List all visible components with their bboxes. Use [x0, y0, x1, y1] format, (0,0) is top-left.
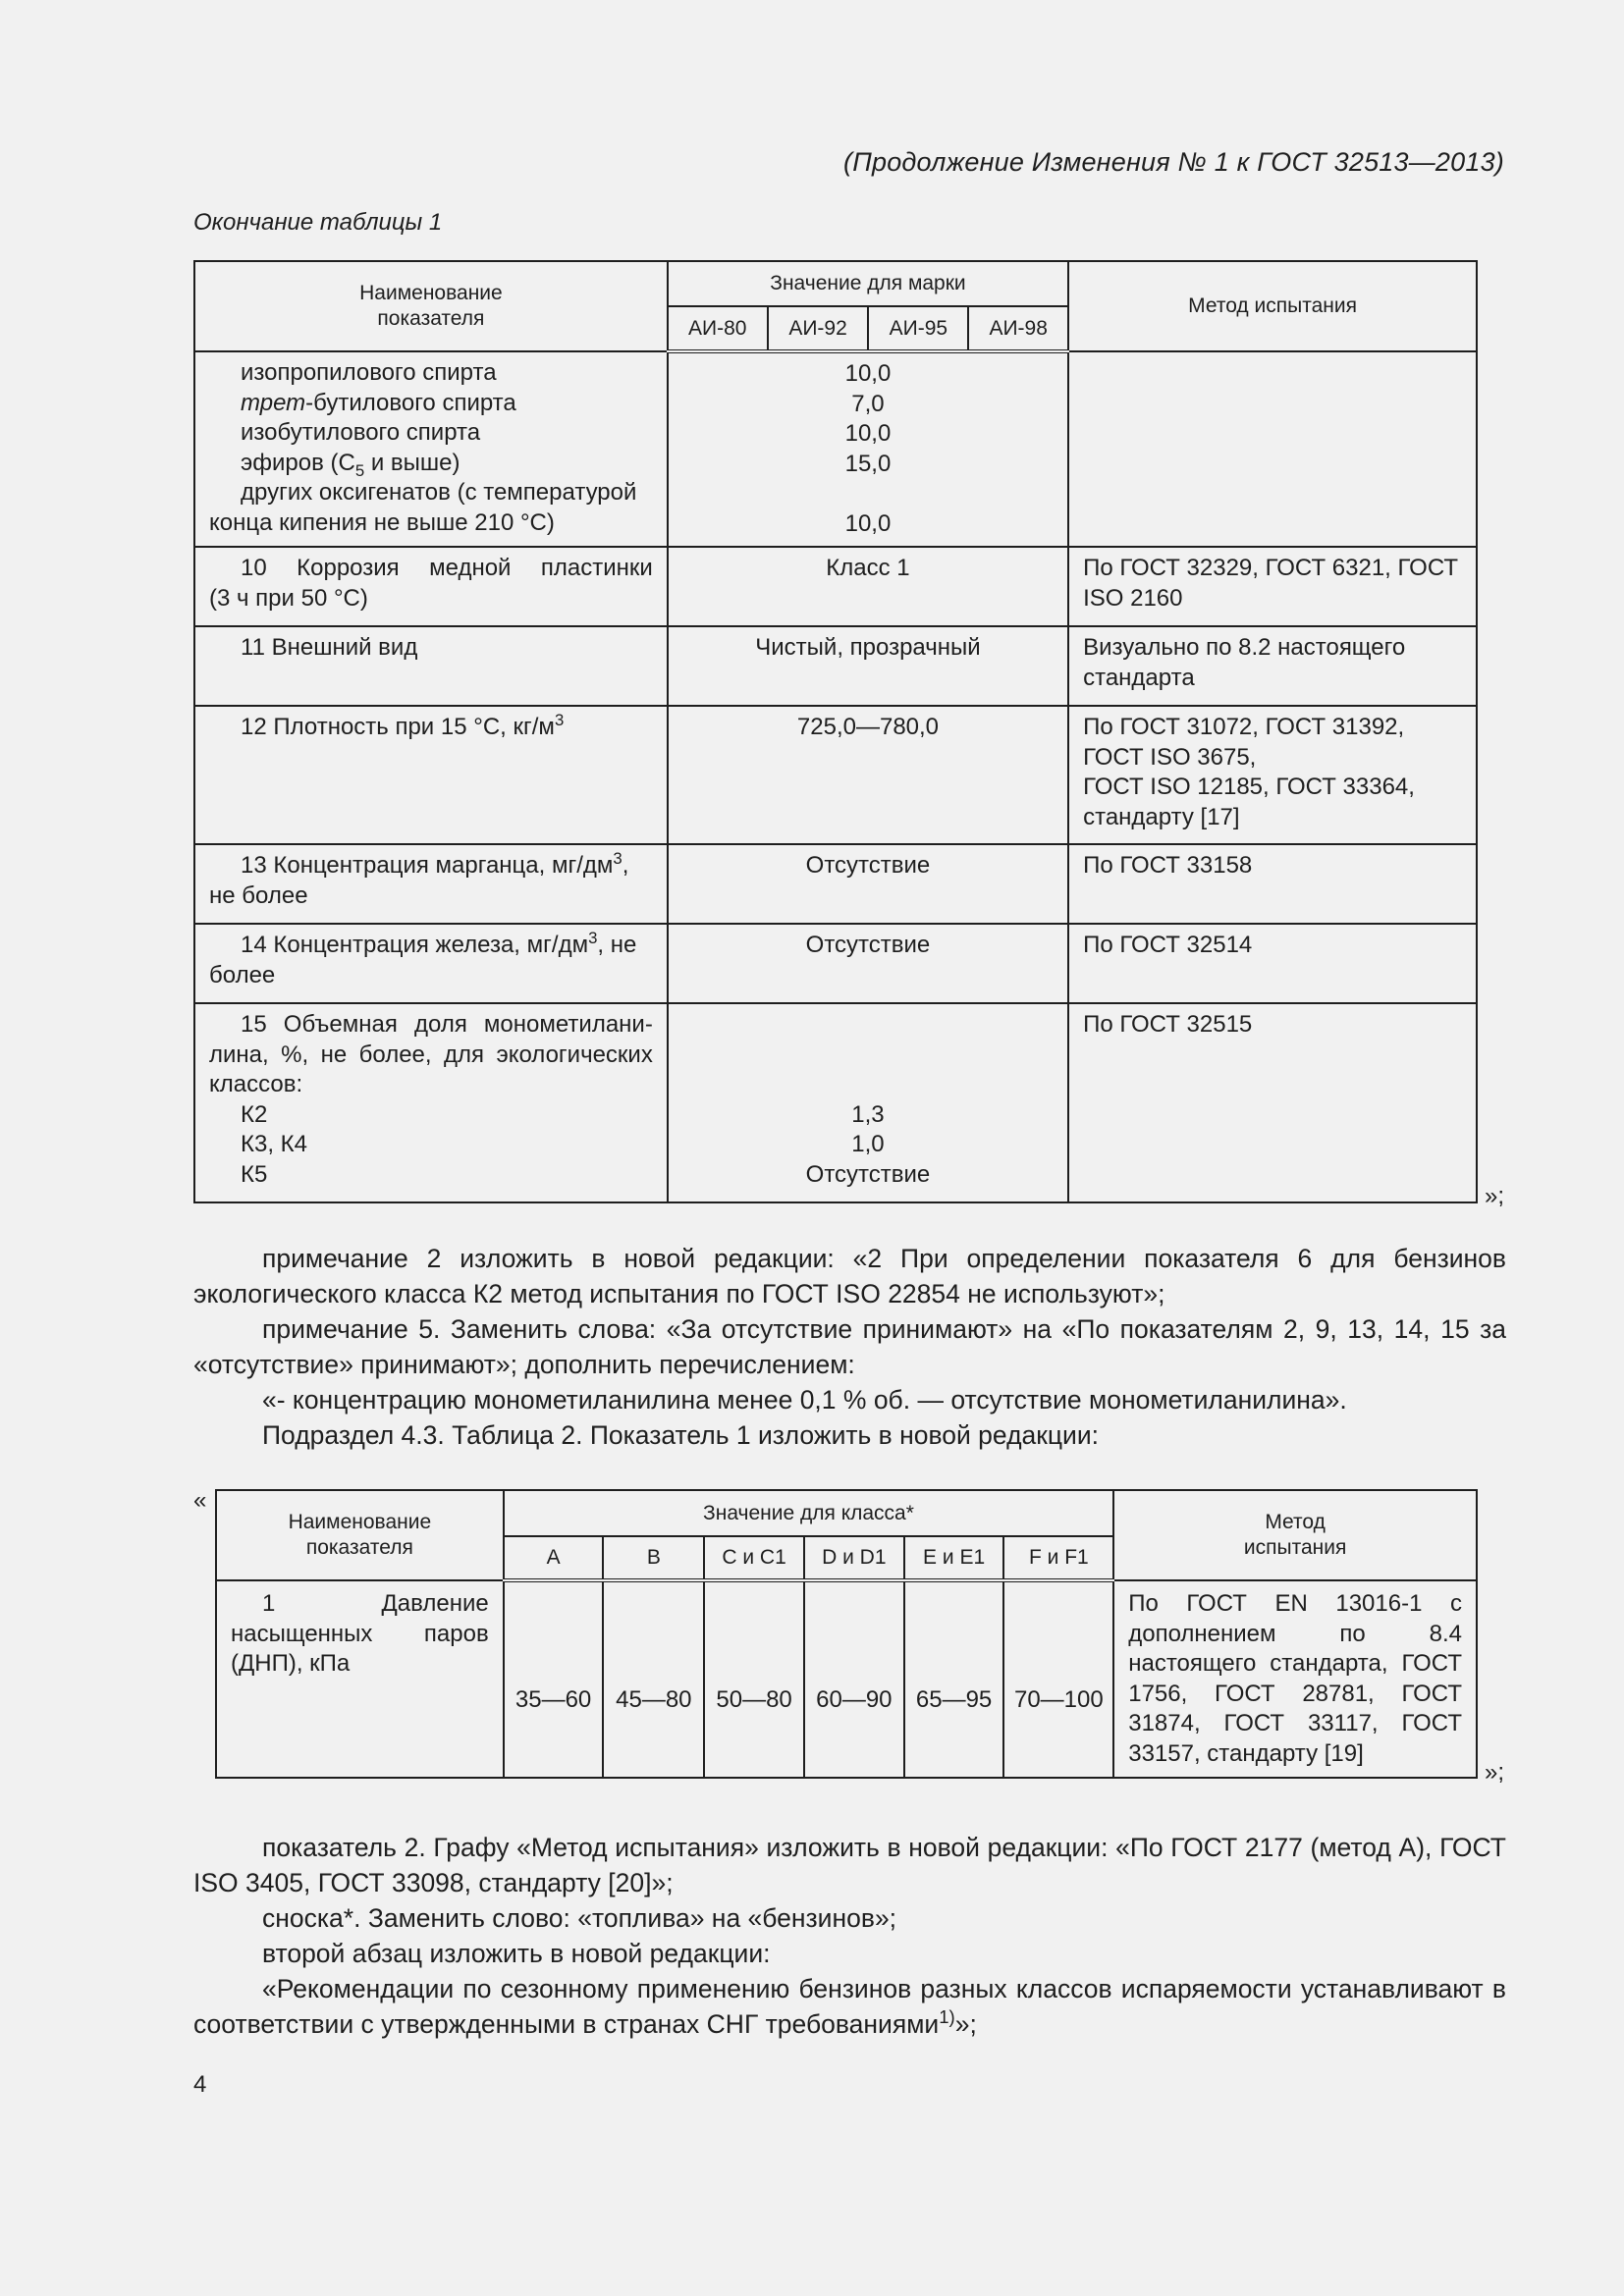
table-2 — [215, 1489, 1478, 1779]
method-iron: По ГОСТ 32514 — [1068, 924, 1477, 1003]
table-caption: Окончание таблицы 1 — [193, 209, 443, 236]
cell-corrosion: 10 Коррозия медной пластинки — [241, 555, 653, 581]
table2-close-quote: »; — [1485, 1759, 1505, 1786]
table-row — [194, 351, 1477, 547]
method-corrosion: По ГОСТ 32329, ГОСТ 6321, ГОСТ ISO 2160 — [1068, 547, 1477, 626]
method-density: По ГОСТ 31072, ГОСТ 31392, ГОСТ ISO 3675, ГОСТ ISO 12185, ГОСТ 33364, стандарту [17] — [1068, 706, 1477, 844]
value-iron: Отсутствие — [668, 924, 1068, 1003]
method-vapor-pressure: По ГОСТ EN 13016-1 с дополнением по 8.4 настоящего стандарта, ГОСТ 1756, ГОСТ 28781, ГОСТ 31874, ГОСТ 33117, ГОСТ 33157, стандарту [19] — [1113, 1580, 1477, 1778]
cell-mma: 15 Объемная доля монометилани- — [241, 1011, 653, 1038]
class-e: Е и Е1 — [904, 1536, 1004, 1580]
class-k5: К5 — [241, 1160, 268, 1188]
cell-mma-cont2: классов: — [209, 1071, 303, 1097]
value-other: 10,0 — [844, 509, 892, 537]
table-row — [194, 1003, 1477, 1202]
table-row — [194, 706, 1477, 844]
paragraph: примечание 2 изложить в новой редакции: «2 При определении показателя 6 для бензинов экологического класса К2 метод испытания по ГОСТ ISO 22854 не используют»; — [193, 1244, 1506, 1308]
cell-manganese: 13 Концентрация марганца, $мг/дм^3$, — [241, 849, 629, 879]
class-d: D и D1 — [804, 1536, 904, 1580]
page-number: 4 — [193, 2071, 207, 2098]
value-class-a: 35—60 — [504, 1580, 604, 1778]
paragraph: второй абзац изложить в новой редакции: — [262, 1939, 771, 1968]
value-class-e: 65—95 — [904, 1580, 1004, 1778]
value-ethers: 15,0 — [844, 450, 892, 477]
cell-mma-cont: лина, %, не более, для экологических — [209, 1041, 653, 1068]
col-header-name: Наименование показателя — [194, 261, 668, 351]
class-b: В — [603, 1536, 704, 1580]
value-density: 725,0—780,0 — [668, 706, 1068, 844]
class-f: F и F1 — [1003, 1536, 1113, 1580]
cell-isopropyl: изопропилового спирта — [241, 359, 497, 386]
table2-open-quote: « — [193, 1487, 207, 1514]
class-k2: К2 — [241, 1100, 268, 1128]
value-class-d: 60—90 — [804, 1580, 904, 1778]
col-header-value: Значение для класса* — [504, 1490, 1114, 1536]
value-mma-k5: Отсутствие — [805, 1160, 931, 1188]
class-a: А — [504, 1536, 604, 1580]
value-class-f: 70—100 — [1003, 1580, 1113, 1778]
paragraph: Подраздел 4.3. Таблица 2. Показатель 1 изложить в новой редакции: — [262, 1420, 1100, 1450]
table1-close-quote: »; — [1485, 1183, 1505, 1209]
cell-iron: 14 Концентрация железа, $мг/дм^3$, не — [241, 929, 637, 958]
body-text-1 — [193, 1241, 1506, 1453]
continuation-header: (Продолжение Изменения № 1 к ГОСТ 32513—2013) — [843, 147, 1504, 177]
paragraph: «- концентрацию монометиланилина менее 0,1 % об. — отсутствие монометиланилина». — [262, 1385, 1347, 1415]
table-1 — [193, 260, 1478, 1203]
grade-ai98: АИ-98 — [968, 306, 1068, 351]
paragraph: сноска*. Заменить слово: «топлива» на «бензинов»; — [262, 1903, 897, 1933]
method-manganese: По ГОСТ 33158 — [1068, 844, 1477, 924]
cell-appearance: 11 Внешний вид — [241, 634, 418, 661]
table-row — [194, 844, 1477, 924]
cell-corrosion-cont: (3 ч при 50 °С) — [209, 584, 368, 612]
table-row — [194, 547, 1477, 626]
col-header-method: Метод испытания — [1113, 1490, 1477, 1580]
table-row — [216, 1580, 1477, 1778]
value-class-c: 50—80 — [704, 1580, 804, 1778]
cell-isobutyl: изобутилового спирта — [241, 419, 481, 446]
paragraph: примечание 5. Заменить слова: «За отсутствие принимают» на «По показателям 2, 9, 13, 14, 15 за «отсутствие» принимают»; дополнить перечислением: — [193, 1314, 1506, 1379]
col-header-method: Метод испытания — [1068, 261, 1477, 351]
cell-manganese-cont: не более — [209, 881, 308, 909]
class-k3-k4: К3, К4 — [241, 1131, 307, 1157]
value-isobutyl: 10,0 — [844, 420, 892, 447]
cell-density: 12 Плотность при 15 °С, $кг/м^3$ — [241, 711, 565, 740]
cell-other-oxygenates: других оксигенатов (с температурой — [241, 479, 637, 506]
paragraph: показатель 2. Графу «Метод испытания» изложить в новой редакции: «По ГОСТ 2177 (метод А), ГОСТ ISO 3405, ГОСТ 33098, стандарту [20]»; — [193, 1833, 1506, 1897]
grade-ai95: АИ-95 — [868, 306, 968, 351]
value-appearance: Чистый, прозрачный — [668, 626, 1068, 706]
table-row — [194, 626, 1477, 706]
value-tert-butyl: 7,0 — [851, 390, 885, 417]
method-appearance: Визуально по 8.2 настоящего стандарта — [1068, 626, 1477, 706]
cell-ethers: эфиров ($C_5$ и выше) — [241, 449, 460, 480]
value-class-b: 45—80 — [603, 1580, 704, 1778]
table-row — [194, 924, 1477, 1003]
cell-vapor-pressure: 1 Давление насыщенных паров (ДНП), кПа — [216, 1580, 504, 1778]
cell-tert-butyl: трет-бутилового спирта — [241, 389, 516, 416]
value-mma-k3k4: 1,0 — [851, 1131, 885, 1157]
value-corrosion: Класс 1 — [668, 547, 1068, 626]
grade-ai80: АИ-80 — [668, 306, 768, 351]
grade-ai92: АИ-92 — [768, 306, 869, 351]
cell-other-oxygenates-cont: конца кипения не выше 210 °С) — [209, 508, 555, 536]
col-header-name: Наименование показателя — [216, 1490, 504, 1580]
value-mma-k2: 1,3 — [851, 1100, 885, 1128]
cell-iron-cont: более — [209, 961, 276, 988]
body-text-2 — [193, 1830, 1506, 2042]
paragraph: «Рекомендации по сезонному применению бензинов разных классов испаряемости устанавливают в соответствии с утвержденными в странах СНГ требованиями$^{1)}$»; — [193, 1974, 1506, 2039]
col-header-value: Значение для марки — [668, 261, 1068, 306]
method-mma: По ГОСТ 32515 — [1068, 1003, 1477, 1202]
value-isopropyl: 10,0 — [844, 360, 892, 387]
class-c: С и С1 — [704, 1536, 804, 1580]
value-manganese: Отсутствие — [668, 844, 1068, 924]
